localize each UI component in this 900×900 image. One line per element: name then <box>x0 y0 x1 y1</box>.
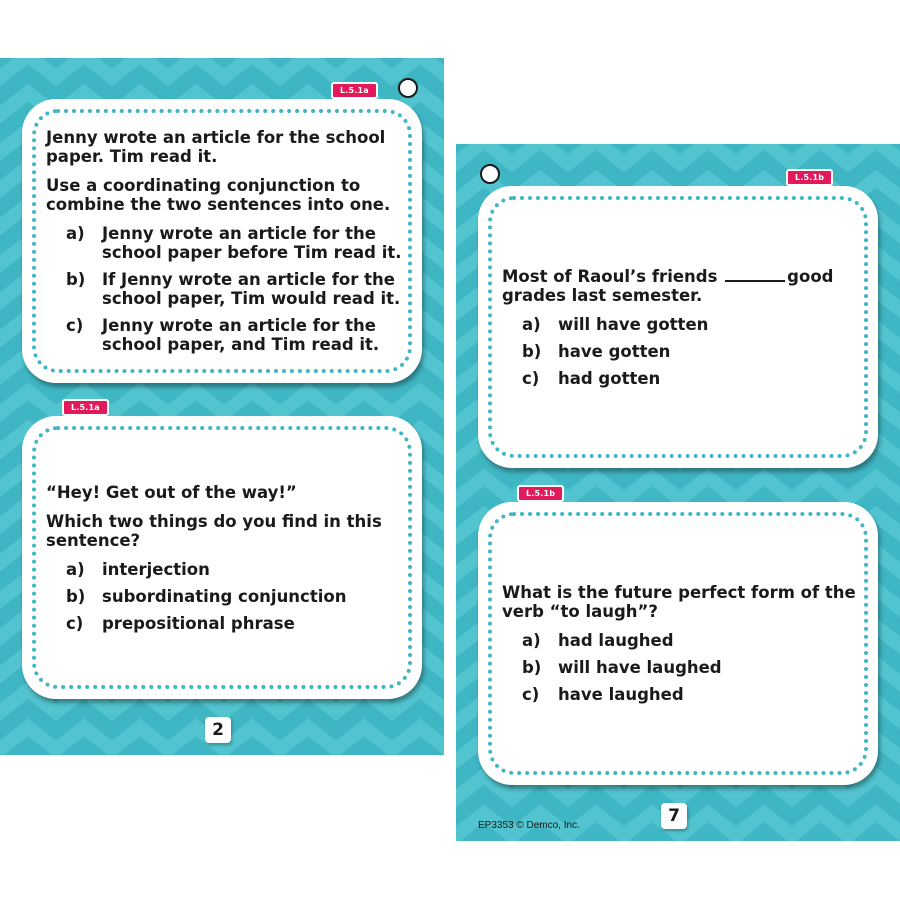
ring-hole <box>398 78 418 98</box>
page-number: 7 <box>661 803 687 829</box>
answer-option <box>502 658 862 677</box>
answer-option <box>46 270 406 308</box>
answer-option <box>502 342 862 361</box>
option-letter: b) <box>522 658 542 677</box>
option-text: Jenny wrote an article for the school paper, and Tim read it. <box>102 316 380 354</box>
question-prompt: Use a coordinating conjunction to combine the two sentences into one. <box>46 176 391 214</box>
option-letter: b) <box>522 342 542 361</box>
option-letter: b) <box>66 270 86 289</box>
answer-option <box>46 560 406 579</box>
standard-tag: L.5.1a <box>331 82 378 99</box>
question-text <box>502 266 862 305</box>
question-card <box>22 99 422 383</box>
page-number: 2 <box>205 717 231 743</box>
option-text: will have gotten <box>558 315 709 334</box>
option-letter: c) <box>66 613 84 633</box>
question-content <box>502 502 862 785</box>
question-content <box>46 99 406 383</box>
answer-option <box>46 316 406 354</box>
answer-option <box>502 369 862 388</box>
option-text: will have laughed <box>558 658 722 677</box>
option-text: have gotten <box>558 342 671 361</box>
answer-option <box>46 224 406 262</box>
option-letter: b) <box>66 586 86 606</box>
question-prompt: Which two things do you find in this sentence? <box>46 511 382 550</box>
standard-tag: L.5.1b <box>786 169 833 186</box>
option-text: had gotten <box>558 369 661 388</box>
option-text: Jenny wrote an article for the school paper before Tim read it. <box>102 224 402 262</box>
question-text: “Hey! Get out of the way!” <box>46 482 297 502</box>
option-text: interjection <box>102 559 210 579</box>
standard-tag: L.5.1a <box>62 399 109 416</box>
option-letter: a) <box>66 224 85 243</box>
option-letter: c) <box>522 369 540 388</box>
answer-option <box>502 685 862 704</box>
answer-option <box>46 614 406 633</box>
question-card <box>478 502 878 785</box>
question-content <box>502 186 862 468</box>
option-letter: a) <box>66 559 85 579</box>
flash-card-left <box>0 58 444 755</box>
answer-blank <box>725 266 785 282</box>
option-text: have laughed <box>558 685 684 704</box>
question-text: Jenny wrote an article for the school paper. Tim read it. <box>46 128 386 166</box>
copyright-text: EP3353 © Demco, Inc. <box>478 820 580 831</box>
option-letter: c) <box>522 685 540 704</box>
option-text: subordinating conjunction <box>102 586 347 606</box>
option-text: had laughed <box>558 631 674 650</box>
option-text: prepositional phrase <box>102 613 295 633</box>
option-letter: a) <box>522 315 541 334</box>
answer-option <box>46 587 406 606</box>
flash-card-right <box>456 144 900 841</box>
question-text-end: good grades last semester. <box>502 267 834 305</box>
question-text: What is the future perfect form of the verb “to laugh”? <box>502 583 856 621</box>
question-card <box>22 416 422 699</box>
option-text: If Jenny wrote an article for the school paper, Tim would read it. <box>102 270 401 308</box>
question-text-start: Most of Raoul’s friends <box>502 267 718 286</box>
option-letter: c) <box>66 316 84 335</box>
standard-tag: L.5.1b <box>517 485 564 502</box>
answer-option <box>502 315 862 334</box>
option-letter: a) <box>522 631 541 650</box>
question-content <box>46 416 406 699</box>
question-card <box>478 186 878 468</box>
ring-hole <box>480 164 500 184</box>
answer-option <box>502 631 862 650</box>
